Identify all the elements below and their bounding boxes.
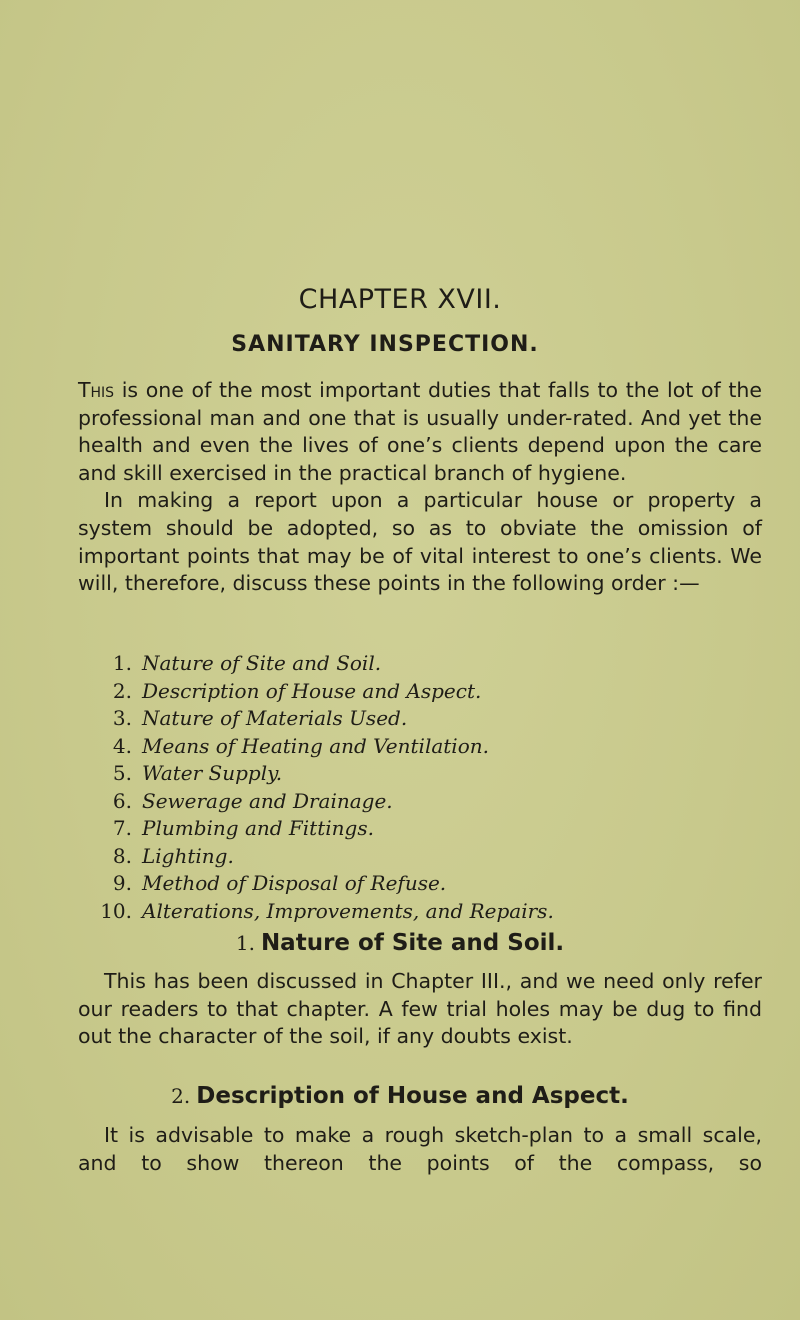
list-item-text: Sewerage and Drainage. <box>142 788 393 813</box>
list-item-number: 8. <box>112 843 132 868</box>
section-1-body <box>78 968 762 1051</box>
list-item <box>100 760 554 788</box>
section-2-body <box>78 1122 762 1177</box>
list-item-text: Means of Heating and Ventilation. <box>142 733 489 758</box>
inspection-topics-list <box>100 650 554 925</box>
list-item-number: 6. <box>112 788 132 813</box>
intro-paragraph-1 <box>78 377 762 487</box>
list-item-number: 10. <box>100 898 132 923</box>
section-2-heading <box>0 1083 800 1109</box>
intro-lead-word: This <box>78 378 115 402</box>
section-2-number: 2. <box>171 1084 191 1108</box>
list-item-number: 4. <box>112 733 132 758</box>
section-2-heading-text: Description of House and Aspect. <box>196 1083 629 1109</box>
list-item <box>100 870 554 898</box>
section-title: SANITARY INSPECTION. <box>231 332 539 357</box>
section-1-heading <box>0 930 800 956</box>
list-item <box>100 898 554 926</box>
list-item <box>100 705 554 733</box>
section-2-paragraph: It is advisable to make a rough sketch-plan to a small scale, and to show thereon the points of the compass, so <box>78 1123 762 1175</box>
list-item <box>100 788 554 816</box>
list-item-number: 7. <box>112 816 132 840</box>
list-item-text: Description of House and Aspect. <box>142 678 482 703</box>
list-item-text: Plumbing and Fittings. <box>142 816 374 840</box>
chapter-title: CHAPTER XVII. <box>298 284 502 315</box>
section-1-number: 1. <box>235 931 255 955</box>
list-item-number: 2. <box>112 678 132 703</box>
section-1-paragraph: This has been discussed in Chapter III., and we need only refer our readers to that chapter. A few trial holes may be dug to find out the character of the soil, if any doubts exist. <box>78 969 762 1049</box>
list-item-text: Nature of Materials Used. <box>142 706 408 730</box>
list-item <box>100 650 554 678</box>
list-item <box>100 678 554 706</box>
list-item <box>100 733 554 761</box>
list-item-text: Nature of Site and Soil. <box>142 651 382 675</box>
list-item-text: Alterations, Improvements, and Repairs. <box>142 898 554 923</box>
section-1-heading-text: Nature of Site and Soil. <box>260 930 565 956</box>
intro-text <box>78 377 762 598</box>
list-item <box>100 843 554 871</box>
list-item <box>100 815 554 843</box>
list-item-text: Water Supply. <box>142 761 283 785</box>
list-item-number: 1. <box>112 651 132 675</box>
list-item-number: 5. <box>112 761 132 785</box>
list-item-text: Method of Disposal of Refuse. <box>142 871 447 895</box>
list-item-text: Lighting. <box>142 843 234 868</box>
list-item-number: 3. <box>112 706 132 730</box>
intro-paragraph-2: In making a report upon a particular house or property a system should be adopted, so as to obviate the omission of important points that may be of vital interest to one’s clients. We will, therefore, discuss these points in the following order :— <box>78 488 762 596</box>
list-item-number: 9. <box>112 871 132 895</box>
intro-paragraph-1-text: is one of the most important duties that falls to the lot of the professional man and one that is usually under-rated. And yet the health and even the lives of one’s clients depend upon the care and skill exercised in the practical branch of hygiene. <box>78 378 762 485</box>
